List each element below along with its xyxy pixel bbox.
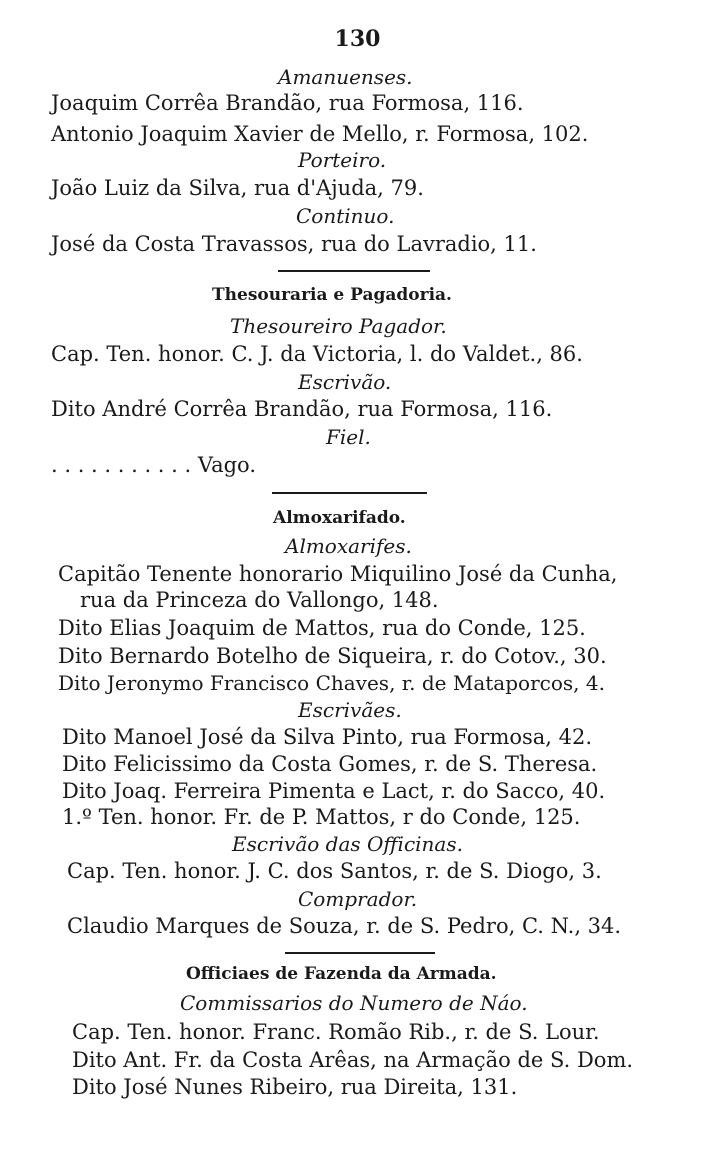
heading-amanuenses: Amanuenses.: [278, 65, 413, 89]
entry-almoxarife-1: Capitão Tenente honorario Miquilino José da Cunha,: [58, 562, 618, 586]
entry-escrivao: Dito André Corrêa Brandão, rua Formosa, 116.: [51, 397, 553, 421]
entry-escrivao-officinas: Cap. Ten. honor. J. C. dos Santos, r. de S. Diogo, 3.: [67, 859, 602, 883]
entry-escrivao-3: Dito Joaq. Ferreira Pimenta e Lact, r. do Sacco, 40.: [62, 779, 606, 803]
entry-almoxarife-2: Dito Elias Joaquim de Mattos, rua do Conde, 125.: [58, 616, 586, 640]
section-rule: [278, 270, 430, 272]
section-title-officiaes: Officiaes de Fazenda da Armada.: [186, 964, 497, 984]
section-title-almoxarifado: Almoxarifado.: [273, 508, 406, 528]
entry-continuo: José da Costa Travassos, rua do Lavradio, 11.: [51, 232, 537, 256]
section-rule: [285, 952, 435, 954]
heading-comprador: Comprador.: [298, 887, 418, 911]
entry-thesoureiro: Cap. Ten. honor. C. J. da Victoria, l. do Valdet., 86.: [51, 342, 583, 366]
section-title-thesouraria: Thesouraria e Pagadoria.: [212, 285, 452, 305]
entry-escrivao-2: Dito Felicissimo da Costa Gomes, r. de S. Theresa.: [62, 752, 598, 776]
entry-commissario-2: Dito Ant. Fr. da Costa Arêas, na Armação de S. Dom.: [72, 1048, 634, 1072]
section-rule: [272, 492, 427, 494]
entry-escrivao-1: Dito Manoel José da Silva Pinto, rua Formosa, 42.: [62, 725, 593, 749]
heading-escrivaes: Escrivães.: [298, 698, 402, 722]
entry-almoxarife-1-cont: rua da Princeza do Vallongo, 148.: [80, 588, 439, 612]
page-number: 130: [334, 26, 381, 52]
entry-commissario-3: Dito José Nunes Ribeiro, rua Direita, 131.: [72, 1075, 518, 1099]
entry-porteiro: João Luiz da Silva, rua d'Ajuda, 79.: [51, 176, 424, 200]
heading-escrivao: Escrivão.: [298, 370, 392, 394]
entry-escrivao-4: 1.º Ten. honor. Fr. de P. Mattos, r do Conde, 125.: [62, 805, 581, 829]
entry-commissario-1: Cap. Ten. honor. Franc. Romão Rib., r. de S. Lour.: [72, 1020, 600, 1044]
heading-porteiro: Porteiro.: [298, 148, 387, 172]
heading-almoxarifes: Almoxarifes.: [285, 534, 412, 558]
entry-amanuense-2: Antonio Joaquim Xavier de Mello, r. Formosa, 102.: [51, 122, 589, 146]
entry-fiel: . . . . . . . . . . . Vago.: [51, 453, 257, 477]
entry-almoxarife-3: Dito Bernardo Botelho de Siqueira, r. do Cotov., 30.: [58, 644, 607, 668]
heading-continuo: Continuo.: [296, 204, 395, 228]
entry-amanuense-1: Joaquim Corrêa Brandão, rua Formosa, 116.: [51, 91, 524, 115]
heading-escrivao-officinas: Escrivão das Officinas.: [232, 832, 463, 856]
entry-comprador: Claudio Marques de Souza, r. de S. Pedro, C. N., 34.: [67, 914, 622, 938]
heading-fiel: Fiel.: [326, 425, 371, 449]
heading-commissarios: Commissarios do Numero de Náo.: [180, 991, 528, 1015]
heading-thesoureiro: Thesoureiro Pagador.: [230, 314, 447, 338]
entry-almoxarife-4: Dito Jeronymo Francisco Chaves, r. de Mataporcos, 4.: [58, 671, 605, 695]
